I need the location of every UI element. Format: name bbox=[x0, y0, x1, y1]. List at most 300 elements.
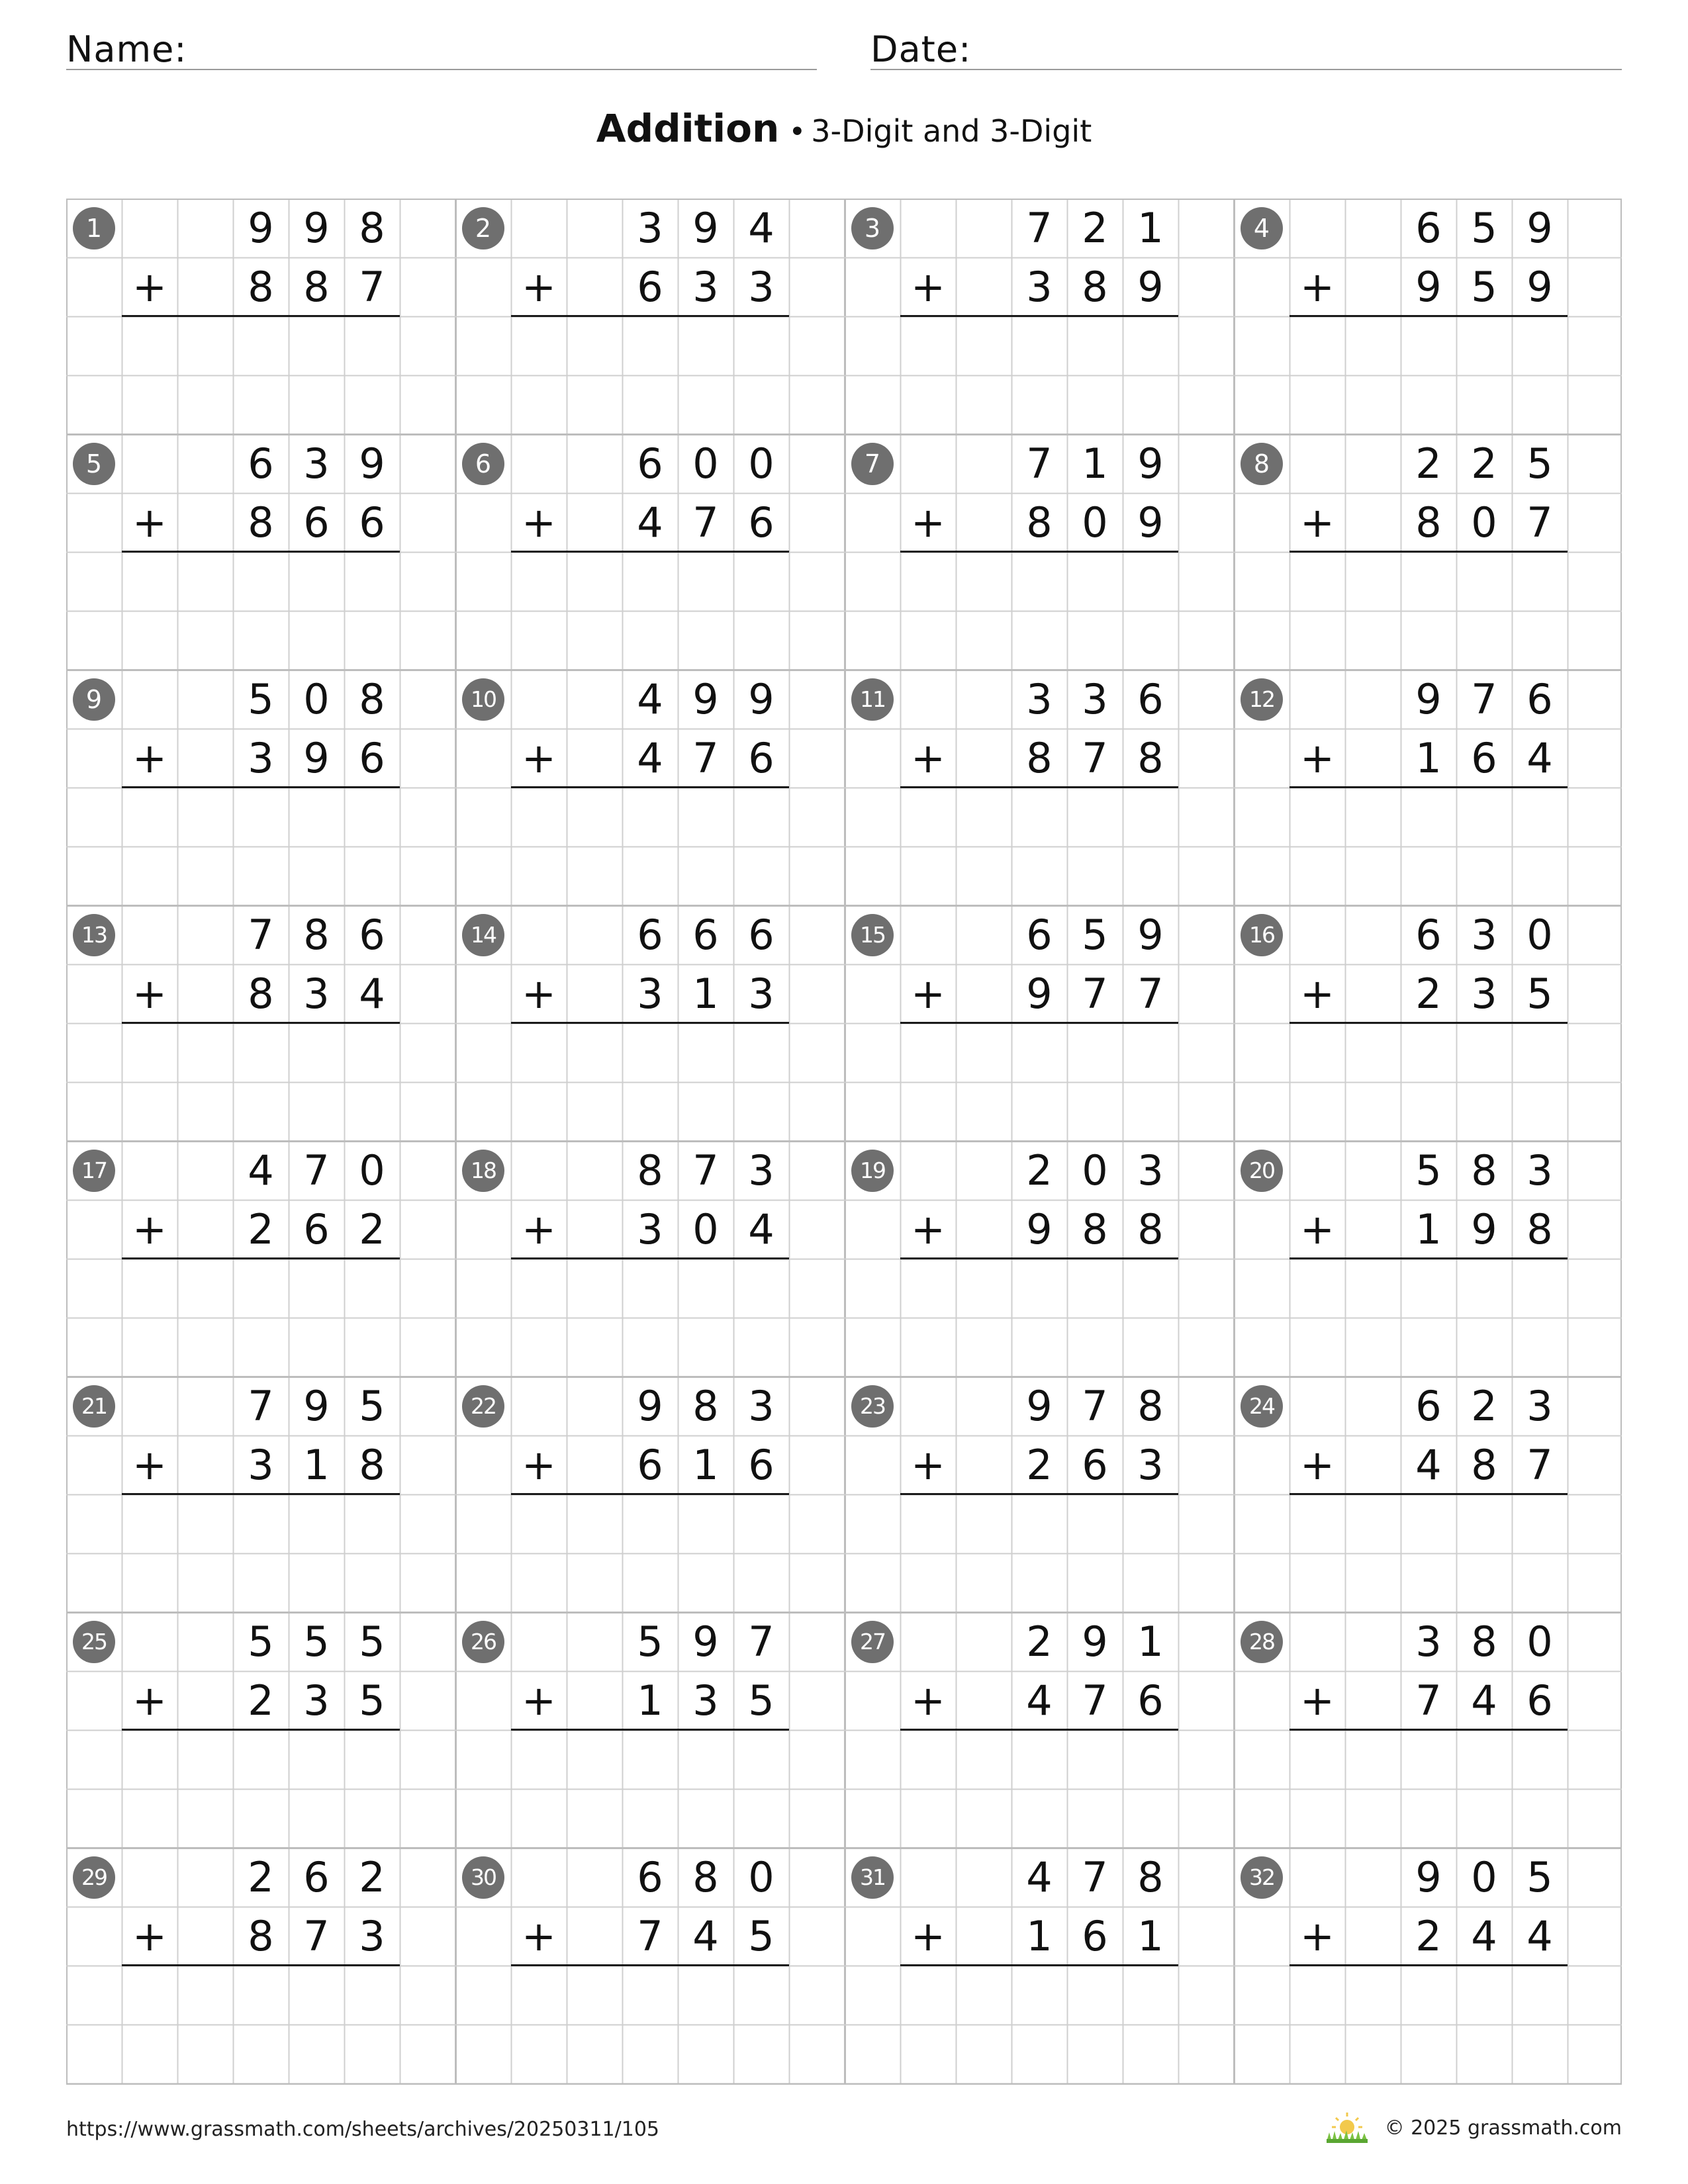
problem-number-badge: 6 bbox=[462, 443, 504, 485]
problem-bottom-digit: 6 bbox=[359, 734, 385, 782]
problem-top-digit: 6 bbox=[637, 1853, 663, 1901]
plus-operator: + bbox=[911, 1676, 945, 1725]
problem-bottom-digit: 9 bbox=[1026, 1205, 1053, 1253]
problem-bottom-digit: 8 bbox=[1026, 734, 1053, 782]
problem-top-digit: 0 bbox=[748, 439, 774, 488]
problem-top-digit: 8 bbox=[359, 204, 385, 252]
answer-space[interactable] bbox=[900, 1259, 1178, 1373]
problem-top-digit: 7 bbox=[1026, 204, 1053, 252]
problem-top-digit: 9 bbox=[1415, 1853, 1442, 1901]
problem-bottom-digit: 5 bbox=[1526, 970, 1553, 1018]
problem-number-badge: 16 bbox=[1241, 914, 1283, 956]
problem-bottom-digit: 8 bbox=[248, 970, 274, 1018]
answer-space[interactable] bbox=[1289, 1730, 1568, 1844]
problem-bottom-digit: 1 bbox=[1415, 1205, 1442, 1253]
problem-top-digit: 7 bbox=[1026, 439, 1053, 488]
problem-top-digit: 9 bbox=[692, 675, 719, 723]
problem-top-digit: 6 bbox=[248, 439, 274, 488]
problem-number-badge: 20 bbox=[1241, 1150, 1283, 1192]
problem-number-badge: 5 bbox=[73, 443, 115, 485]
problem-bottom-digit: 3 bbox=[1471, 970, 1497, 1018]
problem-top-digit: 6 bbox=[359, 911, 385, 959]
problem-top-digit: 9 bbox=[248, 204, 274, 252]
problem-bottom-digit: 9 bbox=[1137, 498, 1164, 547]
problem-bottom-digit: 7 bbox=[1082, 1676, 1108, 1725]
problem-number-badge: 24 bbox=[1241, 1385, 1283, 1428]
plus-operator: + bbox=[1300, 1441, 1335, 1489]
problem-number-badge: 26 bbox=[462, 1621, 504, 1663]
problem-number-badge: 27 bbox=[851, 1621, 894, 1663]
answer-space[interactable] bbox=[122, 316, 400, 430]
plus-operator: + bbox=[132, 1441, 167, 1489]
problem-top-digit: 5 bbox=[359, 1382, 385, 1430]
problem-top-digit: 3 bbox=[1026, 675, 1053, 723]
problem-bottom-digit: 4 bbox=[359, 970, 385, 1018]
answer-space[interactable] bbox=[1289, 1259, 1568, 1373]
problem-bottom-digit: 9 bbox=[1415, 263, 1442, 311]
footer-branding bbox=[1324, 2111, 1622, 2144]
problem-top-digit: 6 bbox=[692, 911, 719, 959]
problem-bottom-digit: 6 bbox=[359, 498, 385, 547]
problem-number-badge: 14 bbox=[462, 914, 504, 956]
problem-top-digit: 9 bbox=[637, 1382, 663, 1430]
problem-number-badge: 2 bbox=[462, 207, 504, 250]
problem-top-digit: 3 bbox=[1471, 911, 1497, 959]
problem-bottom-digit: 7 bbox=[692, 734, 719, 782]
answer-space[interactable] bbox=[511, 316, 789, 430]
title-subtitle: 3-Digit and 3-Digit bbox=[811, 113, 1092, 149]
problem-bottom-digit: 7 bbox=[1082, 970, 1108, 1018]
problem-bottom-digit: 1 bbox=[692, 970, 719, 1018]
answer-space[interactable] bbox=[900, 316, 1178, 430]
answer-space[interactable] bbox=[122, 1730, 400, 1844]
problem-bottom-digit: 7 bbox=[359, 263, 385, 311]
answer-space[interactable] bbox=[1289, 316, 1568, 430]
problem-number-badge: 18 bbox=[462, 1150, 504, 1192]
problem-top-digit: 0 bbox=[692, 439, 719, 488]
name-field[interactable] bbox=[66, 24, 817, 70]
problem-top-digit: 9 bbox=[1082, 1617, 1108, 1666]
problem-number-badge: 28 bbox=[1241, 1621, 1283, 1663]
problem-bottom-digit: 2 bbox=[248, 1205, 274, 1253]
problem-top-digit: 2 bbox=[1471, 1382, 1497, 1430]
plus-operator: + bbox=[911, 970, 945, 1018]
problem-top-digit: 8 bbox=[1137, 1382, 1164, 1430]
problem-top-digit: 2 bbox=[1082, 204, 1108, 252]
title-main: Addition bbox=[596, 106, 780, 151]
plus-operator: + bbox=[522, 263, 556, 311]
problem-top-digit: 6 bbox=[637, 911, 663, 959]
problem-top-digit: 2 bbox=[1415, 439, 1442, 488]
problem-bottom-digit: 3 bbox=[248, 1441, 274, 1489]
problem-top-digit: 8 bbox=[692, 1382, 719, 1430]
problem-bottom-digit: 2 bbox=[248, 1676, 274, 1725]
problem-bottom-digit: 8 bbox=[1082, 1205, 1108, 1253]
problem-top-digit: 3 bbox=[303, 439, 330, 488]
problem-top-digit: 5 bbox=[1526, 439, 1553, 488]
answer-space[interactable] bbox=[900, 1023, 1178, 1137]
problem-top-digit: 5 bbox=[359, 1617, 385, 1666]
problem-bottom-digit: 7 bbox=[692, 498, 719, 547]
plus-operator: + bbox=[522, 498, 556, 547]
problem-number-badge: 3 bbox=[851, 207, 894, 250]
problem-top-digit: 2 bbox=[1026, 1617, 1053, 1666]
problem-top-digit: 8 bbox=[303, 911, 330, 959]
problem-top-digit: 3 bbox=[1137, 1146, 1164, 1195]
problem-bottom-digit: 2 bbox=[1415, 970, 1442, 1018]
problem-top-digit: 7 bbox=[303, 1146, 330, 1195]
problem-bottom-digit: 6 bbox=[1137, 1676, 1164, 1725]
problem-top-digit: 6 bbox=[748, 911, 774, 959]
problem-bottom-digit: 8 bbox=[303, 263, 330, 311]
plus-operator: + bbox=[911, 263, 945, 311]
answer-space[interactable] bbox=[1289, 552, 1568, 666]
problem-bottom-digit: 6 bbox=[748, 734, 774, 782]
problem-number-badge: 25 bbox=[73, 1621, 115, 1663]
plus-operator: + bbox=[911, 734, 945, 782]
problem-top-digit: 5 bbox=[637, 1617, 663, 1666]
problem-top-digit: 5 bbox=[1526, 1853, 1553, 1901]
problem-number-badge: 7 bbox=[851, 443, 894, 485]
problem-bottom-digit: 3 bbox=[692, 263, 719, 311]
problem-number-badge: 32 bbox=[1241, 1856, 1283, 1899]
problem-top-digit: 7 bbox=[1082, 1382, 1108, 1430]
problem-top-digit: 0 bbox=[303, 675, 330, 723]
problem-bottom-digit: 7 bbox=[1526, 1441, 1553, 1489]
answer-space[interactable] bbox=[1289, 1023, 1568, 1137]
problem-number-badge: 30 bbox=[462, 1856, 504, 1899]
problem-top-digit: 9 bbox=[1026, 1382, 1053, 1430]
problem-top-digit: 9 bbox=[303, 204, 330, 252]
problem-bottom-digit: 0 bbox=[1082, 498, 1108, 547]
problem-bottom-digit: 0 bbox=[1471, 498, 1497, 547]
problem-top-digit: 5 bbox=[248, 1617, 274, 1666]
problem-top-digit: 2 bbox=[1471, 439, 1497, 488]
problem-bottom-digit: 7 bbox=[637, 1912, 663, 1960]
problem-bottom-digit: 8 bbox=[248, 1912, 274, 1960]
problem-top-digit: 2 bbox=[248, 1853, 274, 1901]
problem-number-badge: 29 bbox=[73, 1856, 115, 1899]
problem-bottom-digit: 1 bbox=[1137, 1912, 1164, 1960]
answer-space[interactable] bbox=[1289, 788, 1568, 901]
problem-bottom-digit: 3 bbox=[1026, 263, 1053, 311]
problem-top-digit: 1 bbox=[1137, 204, 1164, 252]
problem-bottom-digit: 1 bbox=[637, 1676, 663, 1725]
problem-top-digit: 1 bbox=[1137, 1617, 1164, 1666]
problem-top-digit: 4 bbox=[637, 675, 663, 723]
problem-top-digit: 6 bbox=[1415, 1382, 1442, 1430]
problem-top-digit: 8 bbox=[1471, 1146, 1497, 1195]
problem-bottom-digit: 8 bbox=[248, 263, 274, 311]
problem-number-badge: 19 bbox=[851, 1150, 894, 1192]
answer-space[interactable] bbox=[900, 788, 1178, 901]
answer-space[interactable] bbox=[511, 1023, 789, 1137]
problem-bottom-digit: 4 bbox=[692, 1912, 719, 1960]
problem-number-badge: 10 bbox=[462, 678, 504, 721]
problem-top-digit: 5 bbox=[1415, 1146, 1442, 1195]
problem-bottom-digit: 6 bbox=[303, 498, 330, 547]
problem-bottom-digit: 2 bbox=[359, 1205, 385, 1253]
problem-top-digit: 8 bbox=[692, 1853, 719, 1901]
problem-top-digit: 7 bbox=[248, 911, 274, 959]
problem-bottom-digit: 3 bbox=[1137, 1441, 1164, 1489]
problem-top-digit: 5 bbox=[248, 675, 274, 723]
problem-bottom-digit: 9 bbox=[1471, 1205, 1497, 1253]
problem-bottom-digit: 9 bbox=[1526, 263, 1553, 311]
problem-bottom-digit: 3 bbox=[692, 1676, 719, 1725]
grass-sun-logo-icon bbox=[1324, 2110, 1370, 2146]
problem-number-badge: 8 bbox=[1241, 443, 1283, 485]
problem-bottom-digit: 6 bbox=[1082, 1912, 1108, 1960]
problem-top-digit: 5 bbox=[1471, 204, 1497, 252]
answer-space[interactable] bbox=[1289, 1966, 1568, 2079]
plus-operator: + bbox=[1300, 498, 1335, 547]
answer-space[interactable] bbox=[511, 1494, 789, 1608]
plus-operator: + bbox=[522, 970, 556, 1018]
problem-bottom-digit: 3 bbox=[359, 1912, 385, 1960]
problem-top-digit: 3 bbox=[748, 1146, 774, 1195]
worksheet-grid bbox=[66, 199, 1622, 2085]
problem-number-badge: 17 bbox=[73, 1150, 115, 1192]
problem-bottom-digit: 9 bbox=[303, 734, 330, 782]
problem-top-digit: 1 bbox=[1082, 439, 1108, 488]
problem-bottom-digit: 3 bbox=[303, 1676, 330, 1725]
problem-top-digit: 7 bbox=[692, 1146, 719, 1195]
problem-top-digit: 2 bbox=[1026, 1146, 1053, 1195]
date-field[interactable] bbox=[870, 24, 1622, 70]
problem-bottom-digit: 3 bbox=[637, 970, 663, 1018]
plus-operator: + bbox=[911, 498, 945, 547]
problem-top-digit: 8 bbox=[1137, 1853, 1164, 1901]
answer-space[interactable] bbox=[122, 1966, 400, 2079]
footer-copyright: © 2025 grassmath.com bbox=[1384, 2116, 1622, 2140]
problem-top-digit: 7 bbox=[1471, 675, 1497, 723]
problem-top-digit: 7 bbox=[748, 1617, 774, 1666]
title-separator: • bbox=[788, 115, 806, 149]
problem-top-digit: 9 bbox=[1137, 439, 1164, 488]
answer-space[interactable] bbox=[511, 1730, 789, 1844]
problem-bottom-digit: 8 bbox=[248, 498, 274, 547]
problem-top-digit: 0 bbox=[359, 1146, 385, 1195]
problem-bottom-digit: 8 bbox=[359, 1441, 385, 1489]
problem-bottom-digit: 5 bbox=[748, 1912, 774, 1960]
problem-bottom-digit: 2 bbox=[1026, 1441, 1053, 1489]
problem-top-digit: 9 bbox=[1526, 204, 1553, 252]
problem-top-digit: 9 bbox=[692, 1617, 719, 1666]
problem-top-digit: 3 bbox=[1526, 1382, 1553, 1430]
problem-top-digit: 8 bbox=[637, 1146, 663, 1195]
problem-number-badge: 1 bbox=[73, 207, 115, 250]
footer-url: https://www.grassmath.com/sheets/archives/20250311/105 bbox=[66, 2118, 660, 2141]
answer-space[interactable] bbox=[122, 1494, 400, 1608]
problem-top-digit: 6 bbox=[1137, 675, 1164, 723]
problem-number-badge: 11 bbox=[851, 678, 894, 721]
problem-top-digit: 9 bbox=[1415, 675, 1442, 723]
plus-operator: + bbox=[522, 1676, 556, 1725]
problem-top-digit: 4 bbox=[248, 1146, 274, 1195]
answer-space[interactable] bbox=[900, 1494, 1178, 1608]
problem-top-digit: 6 bbox=[1526, 675, 1553, 723]
problem-set bbox=[66, 199, 1622, 2085]
plus-operator: + bbox=[132, 263, 167, 311]
plus-operator: + bbox=[1300, 970, 1335, 1018]
problem-bottom-digit: 0 bbox=[692, 1205, 719, 1253]
problem-bottom-digit: 5 bbox=[1471, 263, 1497, 311]
date-label: Date: bbox=[870, 28, 972, 70]
problem-bottom-digit: 7 bbox=[1082, 734, 1108, 782]
problem-top-digit: 3 bbox=[1526, 1146, 1553, 1195]
problem-bottom-digit: 6 bbox=[303, 1205, 330, 1253]
problem-bottom-digit: 2 bbox=[1415, 1912, 1442, 1960]
problem-bottom-digit: 8 bbox=[1415, 498, 1442, 547]
problem-top-digit: 6 bbox=[303, 1853, 330, 1901]
problem-bottom-digit: 5 bbox=[359, 1676, 385, 1725]
problem-top-digit: 3 bbox=[1415, 1617, 1442, 1666]
answer-space[interactable] bbox=[122, 1259, 400, 1373]
worksheet-title bbox=[0, 106, 1688, 151]
problem-top-digit: 2 bbox=[359, 1853, 385, 1901]
problem-top-digit: 0 bbox=[1471, 1853, 1497, 1901]
problem-bottom-digit: 8 bbox=[1137, 734, 1164, 782]
plus-operator: + bbox=[132, 498, 167, 547]
problem-bottom-digit: 1 bbox=[692, 1441, 719, 1489]
plus-operator: + bbox=[132, 1205, 167, 1253]
problem-bottom-digit: 1 bbox=[303, 1441, 330, 1489]
problem-bottom-digit: 6 bbox=[637, 263, 663, 311]
problem-bottom-digit: 7 bbox=[1415, 1676, 1442, 1725]
problem-top-digit: 6 bbox=[1415, 204, 1442, 252]
problem-bottom-digit: 4 bbox=[1415, 1441, 1442, 1489]
problem-top-digit: 5 bbox=[303, 1617, 330, 1666]
problem-bottom-digit: 7 bbox=[1526, 498, 1553, 547]
answer-space[interactable] bbox=[511, 1966, 789, 2079]
problem-bottom-digit: 7 bbox=[303, 1912, 330, 1960]
plus-operator: + bbox=[132, 970, 167, 1018]
problem-bottom-digit: 1 bbox=[1026, 1912, 1053, 1960]
problem-number-badge: 12 bbox=[1241, 678, 1283, 721]
answer-space[interactable] bbox=[122, 788, 400, 901]
problem-top-digit: 7 bbox=[248, 1382, 274, 1430]
problem-top-digit: 8 bbox=[359, 675, 385, 723]
problem-bottom-digit: 4 bbox=[1471, 1912, 1497, 1960]
problem-bottom-digit: 8 bbox=[1137, 1205, 1164, 1253]
problem-top-digit: 7 bbox=[1082, 1853, 1108, 1901]
answer-space[interactable] bbox=[900, 1966, 1178, 2079]
problem-number-badge: 13 bbox=[73, 914, 115, 956]
plus-operator: + bbox=[522, 1912, 556, 1960]
plus-operator: + bbox=[132, 734, 167, 782]
problem-top-digit: 9 bbox=[359, 439, 385, 488]
problem-bottom-digit: 5 bbox=[748, 1676, 774, 1725]
problem-top-digit: 4 bbox=[748, 204, 774, 252]
problem-number-badge: 15 bbox=[851, 914, 894, 956]
problem-bottom-digit: 6 bbox=[1471, 734, 1497, 782]
plus-operator: + bbox=[1300, 734, 1335, 782]
answer-space[interactable] bbox=[900, 1730, 1178, 1844]
problem-bottom-digit: 9 bbox=[1137, 263, 1164, 311]
problem-bottom-digit: 6 bbox=[748, 498, 774, 547]
problem-bottom-digit: 3 bbox=[748, 263, 774, 311]
plus-operator: + bbox=[1300, 1912, 1335, 1960]
plus-operator: + bbox=[1300, 1676, 1335, 1725]
problem-bottom-digit: 7 bbox=[1137, 970, 1164, 1018]
problem-bottom-digit: 3 bbox=[248, 734, 274, 782]
problem-bottom-digit: 9 bbox=[1026, 970, 1053, 1018]
problem-bottom-digit: 4 bbox=[637, 734, 663, 782]
answer-space[interactable] bbox=[122, 552, 400, 666]
problem-bottom-digit: 4 bbox=[1526, 1912, 1553, 1960]
plus-operator: + bbox=[132, 1912, 167, 1960]
answer-space[interactable] bbox=[900, 552, 1178, 666]
answer-space[interactable] bbox=[511, 1259, 789, 1373]
problem-top-digit: 6 bbox=[637, 439, 663, 488]
plus-operator: + bbox=[911, 1441, 945, 1489]
problem-bottom-digit: 3 bbox=[303, 970, 330, 1018]
problem-bottom-digit: 8 bbox=[1526, 1205, 1553, 1253]
problem-top-digit: 4 bbox=[1026, 1853, 1053, 1901]
problem-number-badge: 23 bbox=[851, 1385, 894, 1428]
problem-top-digit: 9 bbox=[748, 675, 774, 723]
problem-top-digit: 0 bbox=[1082, 1146, 1108, 1195]
problem-bottom-digit: 8 bbox=[1082, 263, 1108, 311]
problem-top-digit: 8 bbox=[1471, 1617, 1497, 1666]
problem-bottom-digit: 4 bbox=[1026, 1676, 1053, 1725]
problem-bottom-digit: 4 bbox=[748, 1205, 774, 1253]
problem-bottom-digit: 6 bbox=[748, 1441, 774, 1489]
problem-top-digit: 6 bbox=[1415, 911, 1442, 959]
problem-top-digit: 9 bbox=[692, 204, 719, 252]
problem-bottom-digit: 3 bbox=[748, 970, 774, 1018]
problem-number-badge: 21 bbox=[73, 1385, 115, 1428]
problem-top-digit: 3 bbox=[748, 1382, 774, 1430]
answer-space[interactable] bbox=[1289, 1494, 1568, 1608]
problem-number-badge: 9 bbox=[73, 678, 115, 721]
plus-operator: + bbox=[911, 1205, 945, 1253]
problem-number-badge: 4 bbox=[1241, 207, 1283, 250]
problem-bottom-digit: 6 bbox=[1082, 1441, 1108, 1489]
problem-bottom-digit: 6 bbox=[1526, 1676, 1553, 1725]
plus-operator: + bbox=[522, 1205, 556, 1253]
problem-top-digit: 9 bbox=[1137, 911, 1164, 959]
answer-space[interactable] bbox=[511, 552, 789, 666]
problem-top-digit: 0 bbox=[1526, 911, 1553, 959]
problem-top-digit: 0 bbox=[748, 1853, 774, 1901]
problem-top-digit: 6 bbox=[1026, 911, 1053, 959]
problem-bottom-digit: 4 bbox=[1526, 734, 1553, 782]
problem-number-badge: 22 bbox=[462, 1385, 504, 1428]
problem-top-digit: 3 bbox=[637, 204, 663, 252]
answer-space[interactable] bbox=[511, 788, 789, 901]
problem-top-digit: 9 bbox=[303, 1382, 330, 1430]
problem-bottom-digit: 3 bbox=[637, 1205, 663, 1253]
plus-operator: + bbox=[522, 734, 556, 782]
plus-operator: + bbox=[911, 1912, 945, 1960]
plus-operator: + bbox=[1300, 263, 1335, 311]
problem-bottom-digit: 8 bbox=[1471, 1441, 1497, 1489]
problem-bottom-digit: 6 bbox=[637, 1441, 663, 1489]
name-label: Name: bbox=[66, 28, 187, 70]
problem-top-digit: 3 bbox=[1082, 675, 1108, 723]
problem-top-digit: 5 bbox=[1082, 911, 1108, 959]
answer-space[interactable] bbox=[122, 1023, 400, 1137]
problem-bottom-digit: 1 bbox=[1415, 734, 1442, 782]
problem-bottom-digit: 4 bbox=[1471, 1676, 1497, 1725]
problem-top-digit: 0 bbox=[1526, 1617, 1553, 1666]
problem-bottom-digit: 8 bbox=[1026, 498, 1053, 547]
problem-bottom-digit: 4 bbox=[637, 498, 663, 547]
plus-operator: + bbox=[522, 1441, 556, 1489]
plus-operator: + bbox=[1300, 1205, 1335, 1253]
